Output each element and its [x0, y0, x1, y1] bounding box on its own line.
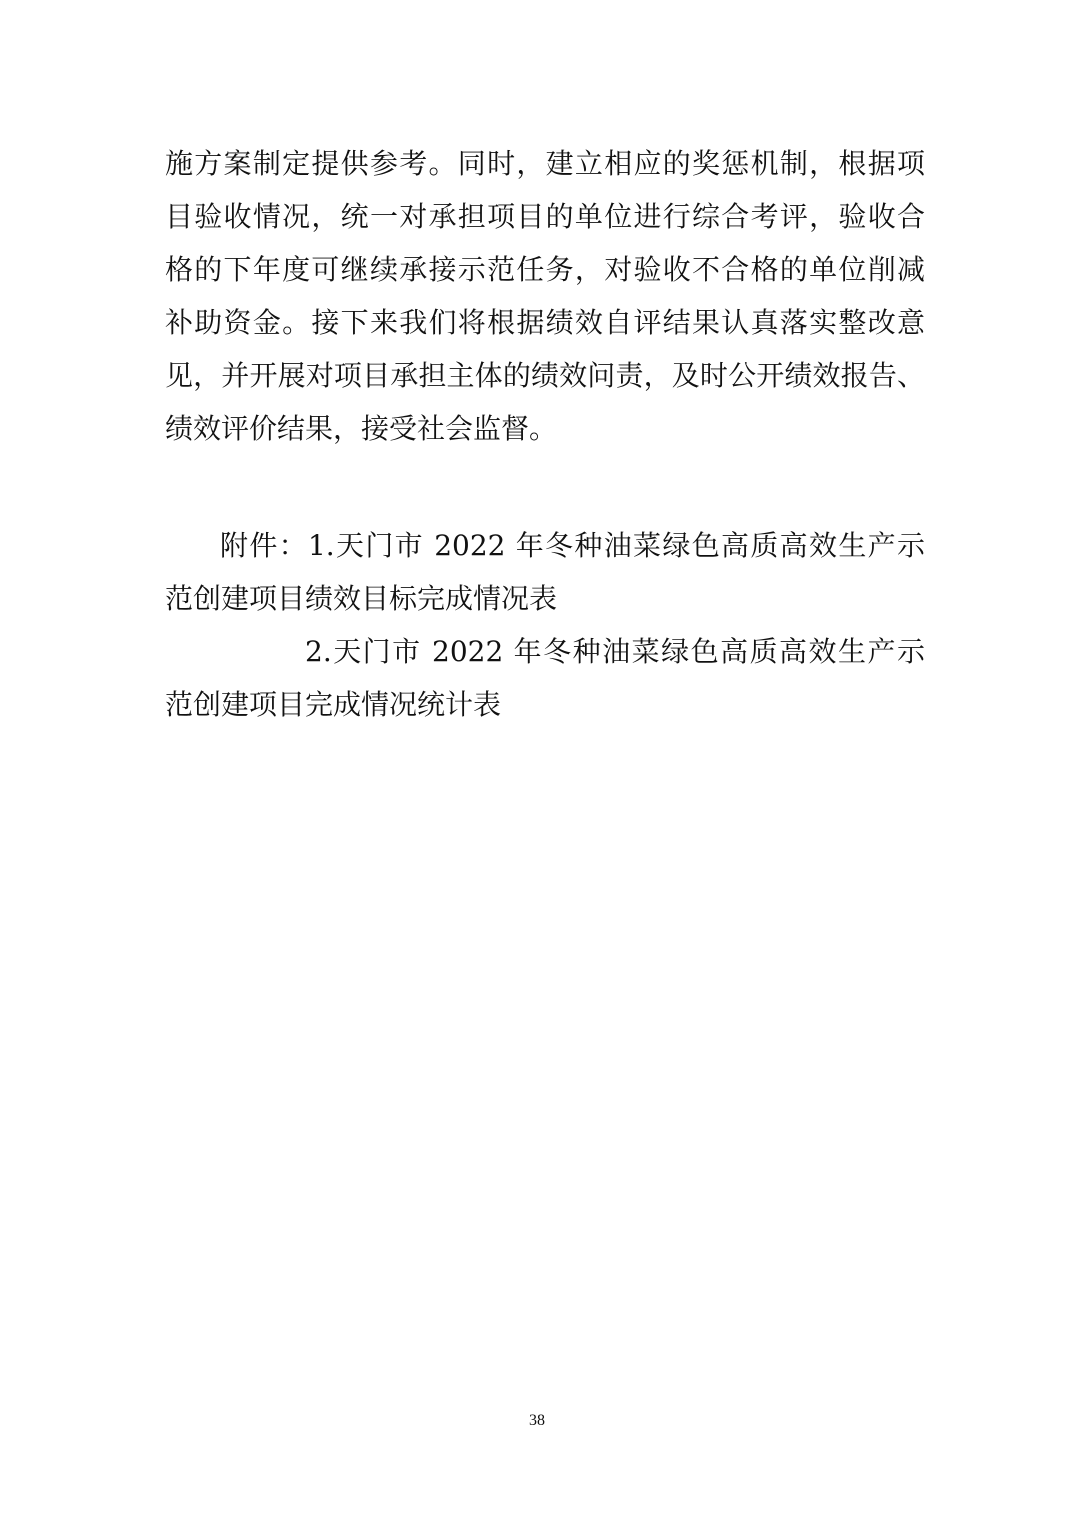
body-line-1: 施方案制定提供参考。同时，建立相应的奖惩机制，根据项: [165, 147, 925, 180]
body-line-3: 格的下年度可继续承接示范任务，对验收不合格的单位削减: [165, 253, 925, 286]
attachment-2-line-2: 范创建项目完成情况统计表: [165, 688, 502, 721]
attachment-1-line-2: 范创建项目绩效目标完成情况表: [165, 582, 558, 615]
body-line-6: 绩效评价结果，接受社会监督。: [165, 412, 558, 445]
attachment-2-line-1: 2.天门市 2022 年冬种油菜绿色高质高效生产示: [305, 635, 925, 668]
body-line-4: 补助资金。接下来我们将根据绩效自评结果认真落实整改意: [165, 306, 925, 339]
body-line-5: 见，并开展对项目承担主体的绩效问责，及时公开绩效报告、: [165, 359, 925, 392]
attachment-1-line-1: 附件：1.天门市 2022 年冬种油菜绿色高质高效生产示: [220, 529, 925, 562]
page-number: 38: [529, 1412, 545, 1429]
body-line-2: 目验收情况，统一对承担项目的单位进行综合考评，验收合: [165, 200, 925, 233]
